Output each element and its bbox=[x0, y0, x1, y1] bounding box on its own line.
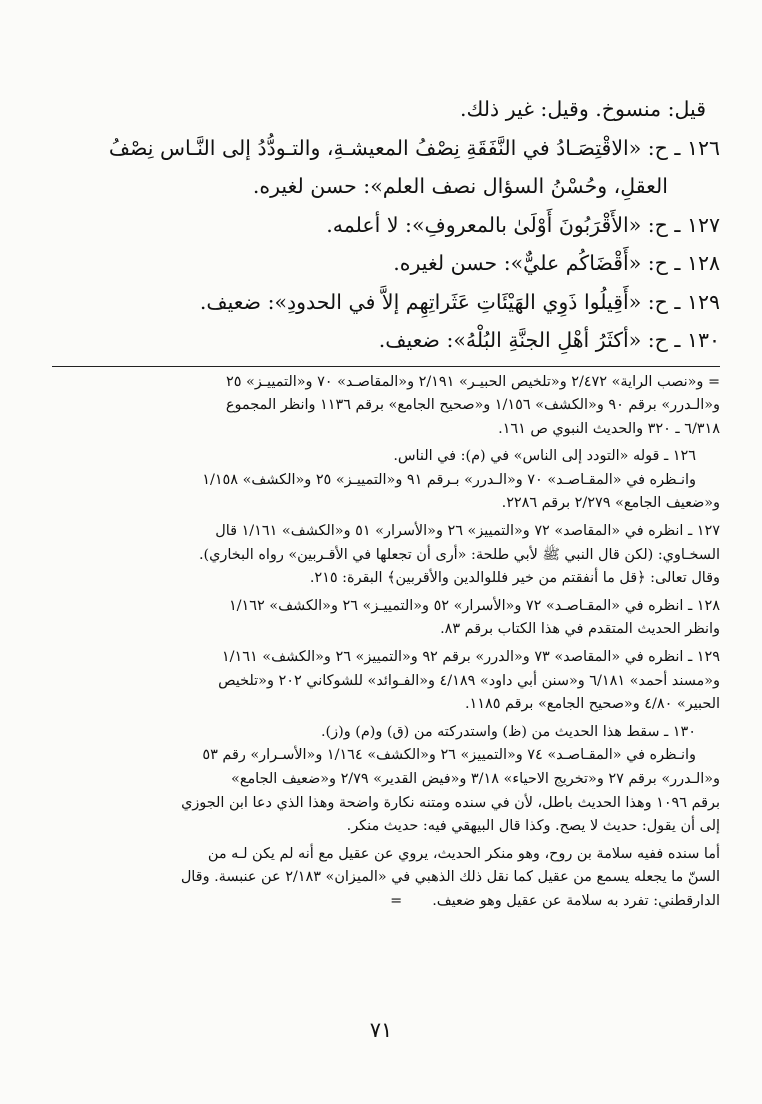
hadith-127: ١٢٧ ـ ح: «الأَقْرَبُونَ أَوْلَىٰ بالمعروفِ»: لا أعلمه. bbox=[326, 212, 720, 237]
hadith-126-continuation: العقلِ، وحُسْنُ السؤال نصف العلم»: حسن لغيره. bbox=[252, 174, 668, 198]
footnote-128-start: ١٢٨ ـ انظره في «المقـاصـد» ٧٢ و«الأسرار» ٥٢ و«التمييـز» ٢٦ و«الكشف» ١/١٦٢ bbox=[228, 597, 720, 614]
footnote-divider bbox=[52, 366, 720, 367]
hadith-126: ١٢٦ ـ ح: «الاقْتِصَـادُ في النَّفَقَةِ نِصْفُ المعيشـةِ، والتـودُّدُ إلى النَّـاس نِصْفُ bbox=[108, 135, 720, 160]
footnote-126-start: ١٢٦ ـ قوله «التودد إلى الناس» في (م): في الناس. bbox=[393, 448, 696, 465]
footnote-line: وانـظره في «المقـاصـد» ٧٠ و«الـدرر» بـرقم ٩١ و«التمييـز» ٢٥ و«الكشف» ١/١٥٨ bbox=[202, 471, 696, 488]
hadith-128: ١٢٨ ـ ح: «أَقْضَاكُم عليٌّ»: حسن لغيره. bbox=[393, 251, 720, 275]
footnote-line: الحبير» ٤/٨٠ و«صحيح الجامع» برقم ١١٨٥. bbox=[464, 696, 720, 713]
continuation-mark: = bbox=[390, 892, 403, 909]
footnote-text: الدارقطني: تفرد به سلامة عن عقيل وهو ضعيف. bbox=[432, 892, 720, 909]
footnote-line: السنّ ما يجعله يسمع من عقيل كما نقل ذلك الذهبي في «الميزان» ٢/١٨٣ عن عنبسة. وقال bbox=[180, 869, 720, 886]
footnote-line: برقم ١٠٩٦ وهذا الحديث باطل، لأن في سنده ومتنه نكارة واضحة وهذا الذي دعا ابن الجوزي bbox=[181, 794, 720, 811]
footnote-line-last bbox=[52, 890, 720, 914]
book-page bbox=[52, 90, 720, 914]
footnotes bbox=[52, 371, 720, 914]
footnote-line: و«مسند أحمد» ٦/١٨١ و«سنن أبي داود» ٤/١٨٩ و«الفـوائد» للشوكاني ٢٠٢ و«تلخيص bbox=[218, 672, 720, 689]
hadith-130: ١٣٠ ـ ح: «أكثَرُ أهْلِ الجنَّةِ البُلْهُ»: ضعيف. bbox=[378, 328, 720, 352]
footnote-line: وانـظره في «المقـاصـد» ٧٤ و«التمييز» ٢٦ و«الكشف» ١/١٦٤ و«الأسـرار» رقم ٥٣ bbox=[202, 747, 696, 764]
footnote-line: إلى أن يقول: حديث لا يصح. وكذا قال البيهقي فيه: حديث منكر. bbox=[346, 818, 720, 835]
footnote-line: و«ضعيف الجامع» ٢/٢٧٩ برقم ٢٢٨٦. bbox=[501, 495, 720, 512]
footnote-line: و«الـدرر» برقم ٩٠ و«الكشف» ١/١٥٦ و«صحيح الجامع» برقم ١١٣٦ وانظر المجموع bbox=[225, 397, 720, 414]
footnote-line: أما سنده ففيه سلامة بن روح، وهو منكر الحديث، يروي عن عقيل مع أنه لم يكن لـه من bbox=[207, 845, 720, 862]
footnote-line: السخـاوي: (لكن قال النبي ﷺ لأبي طلحة: «أرى أن تجعلها في الأقـربين» رواه البخاري). bbox=[198, 546, 720, 563]
footnote-130-start: ١٣٠ ـ سقط هذا الحديث من (ظ) واستدركته من (ق) و(م) و(ز). bbox=[320, 723, 696, 740]
footnote-line: ٦/٣١٨ ـ ٣٢٠ والحديث النبوي ص ١٦١. bbox=[498, 420, 720, 437]
footnote-129-start: ١٢٩ ـ انظره في «المقاصد» ٧٣ و«الدرر» برقم ٩٢ و«التمييز» ٢٦ و«الكشف» ١/١٦١ bbox=[221, 649, 720, 666]
footnote-127-start: ١٢٧ ـ انظره في «المقاصد» ٧٢ و«التمييز» ٢٦ و«الأسرار» ٥١ و«الكشف» ١/١٦١ قال bbox=[215, 523, 720, 540]
hadith-129: ١٢٩ ـ ح: «أَقِيلُوا ذَوِي الهَيْئَاتِ عَثَراتِهِم إلاَّ في الحدودِ»: ضعيف. bbox=[199, 289, 720, 314]
footnote-line: و«الـدرر» برقم ٢٧ و«تخريج الاحياء» ٣/١٨ و«فيض القدير» ٢/٧٩ و«ضعيف الجامع» bbox=[231, 771, 720, 787]
main-text bbox=[52, 90, 720, 360]
footnote-line: وقال تعالى: ﴿قل ما أنفقتم من خير فللوالدين والأقربين﴾ البقرة: ٢١٥. bbox=[309, 570, 720, 587]
footnote-line: وانظر الحديث المتقدم في هذا الكتاب برقم ٨٣. bbox=[440, 621, 720, 638]
page-number: ٧١ bbox=[369, 1018, 393, 1042]
footnote-line: = و«نصب الراية» ٢/٤٧٢ و«تلخيص الحبيـر» ٢/١٩١ و«المقاصـد» ٧٠ و«التمييـز» ٢٥ bbox=[226, 373, 720, 390]
main-line-intro: قيل: منسوخ. وقيل: غير ذلك. bbox=[460, 97, 706, 121]
